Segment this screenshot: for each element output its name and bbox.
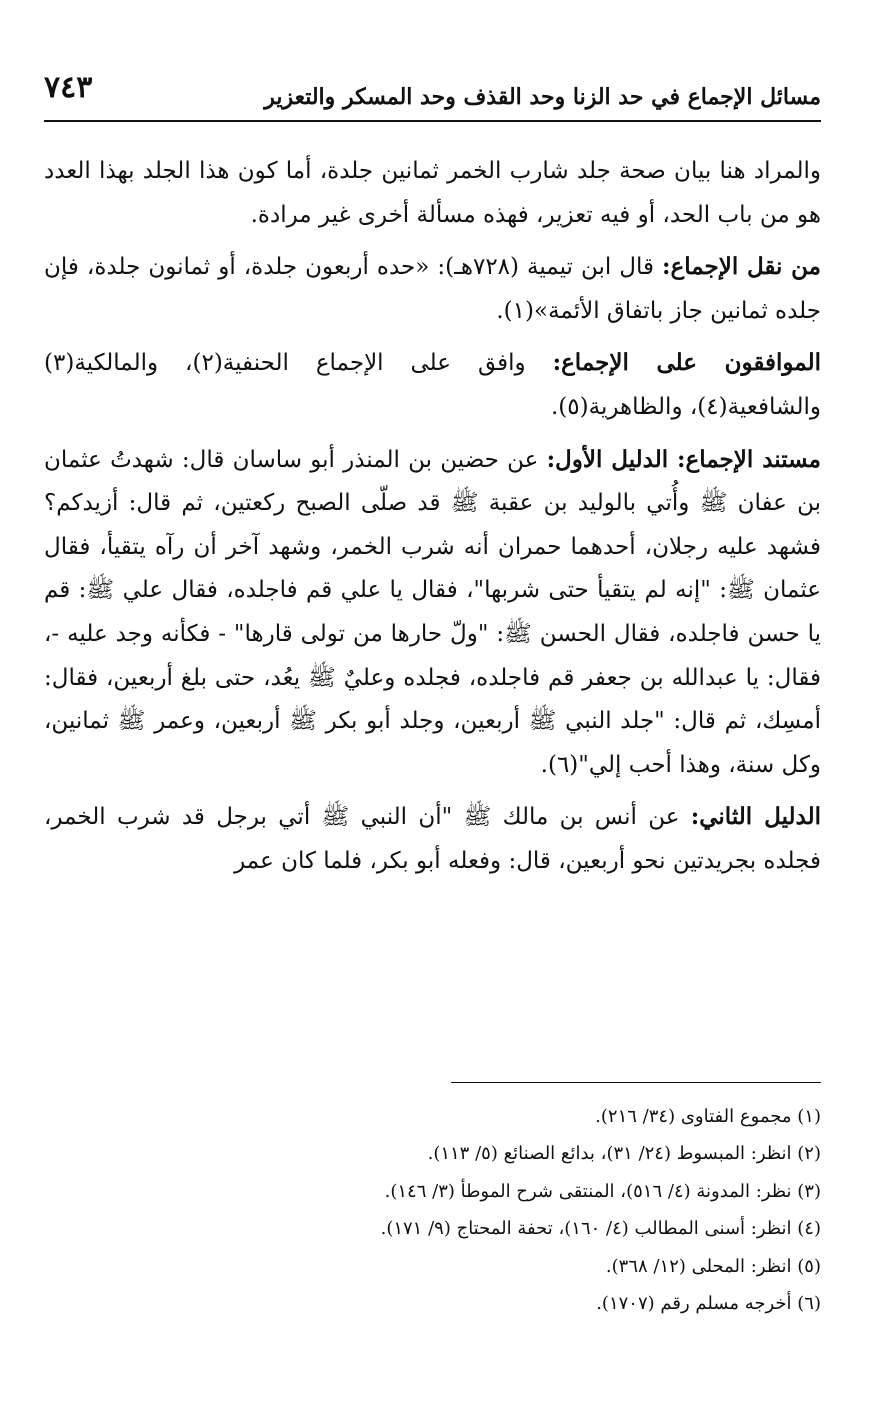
footnote-divider [451, 1082, 821, 1083]
page-header [44, 70, 821, 122]
running-title: مسائل الإجماع في حد الزنا وحد القذف وحد المسكر والتعزير [264, 84, 821, 110]
paragraph-text: قال ابن تيمية (٧٢٨هـ): «حده أربعون جلدة، أو ثمانون جلدة، فإن جلده ثمانين جاز باتفاق الأئمة»(١). [44, 254, 821, 324]
section-lead: من نقل الإجماع: [662, 253, 821, 281]
section-lead: الدليل الثاني: [690, 803, 821, 831]
paragraph-text: عن حضين بن المنذر أبو ساسان قال: شهدتُ عثمان بن عفان ﷺ وأُتي بالوليد بن عقبة ﷺ قد صلّى الصبح ركعتين، ثم قال: أزيدكم؟ فشهد عليه رجلان، أحدهما حمران أنه شرب الخمر، وشهد آخر أن رآه يتقيأ، فقال عثمان ﷺ: "إنه لم يتقيأ حتى شربها"، فقال يا علي قم فاجلده، فقال علي ﷺ: قم يا حسن فاجلده، فقال الحسن ﷺ: "ولّ حارها من تولى قارها" - فكأنه وجد عليه -، فقال: يا عبدالله بن جعفر قم فاجلده، فجلده وعليٌ ﷺ يعُد، حتى بلغ أربعين، فقال: أمسِك، ثم قال: "جلد النبي ﷺ أربعين، وجلد أبو بكر ﷺ أربعين، وعمر ﷺ ثمانين، وكل سنة، وهذا أحب إلي"(٦). [44, 446, 821, 778]
paragraph-intro: والمراد هنا بيان صحة جلد شارب الخمر ثمانين جلدة، أما كون هذا الجلد بهذا العدد هو من باب الحد، أو فيه تعزير، فهذه مسألة أخرى غير مرادة. [44, 158, 821, 228]
section-lead: الموافقون على الإجماع: [552, 349, 821, 377]
paragraph-first-evidence [44, 438, 821, 788]
footnote-1: (١) مجموع الفتاوى (٣٤/ ٢١٦). [595, 1106, 821, 1127]
footnote-5: (٥) انظر: المحلى (١٢/ ٣٦٨). [605, 1255, 821, 1277]
paragraph-text: عن أنس بن مالك ﷺ "أن النبي ﷺ أتي برجل قد شرب الخمر، فجلده بجريدتين نحو أربعين، قال: وفعله أبو بكر، فلما كان عمر [44, 804, 821, 874]
paragraph-second-evidence [44, 795, 821, 883]
paragraph-ijma-transmission [44, 245, 821, 333]
footnote-3: (٣) نظر: المدونة (٤/ ٥١٦)، المنتقى شرح الموطأ (٣/ ١٤٦). [384, 1180, 821, 1202]
footnotes [44, 1098, 821, 1322]
footnote-6: (٦) أخرجه مسلم رقم (١٧٠٧). [596, 1293, 821, 1315]
page-number: ٧٤٣ [44, 70, 93, 105]
footnote-4: (٤) انظر: أسنى المطالب (٤/ ١٦٠)، تحفة المحتاج (٩/ ١٧١). [380, 1218, 821, 1240]
paragraph-text: وافق على الإجماع الحنفية(٢)، والمالكية(٣) والشافعية(٤)، والظاهرية(٥). [44, 350, 821, 420]
section-lead: مستند الإجماع: الدليل الأول: [546, 445, 821, 473]
footnote-2: (٢) انظر: المبسوط (٢٤/ ٣١)، بدائع الصنائع (٥/ ١١٣). [427, 1143, 821, 1165]
main-text [44, 150, 821, 892]
paragraph-agreeing-schools [44, 341, 821, 429]
